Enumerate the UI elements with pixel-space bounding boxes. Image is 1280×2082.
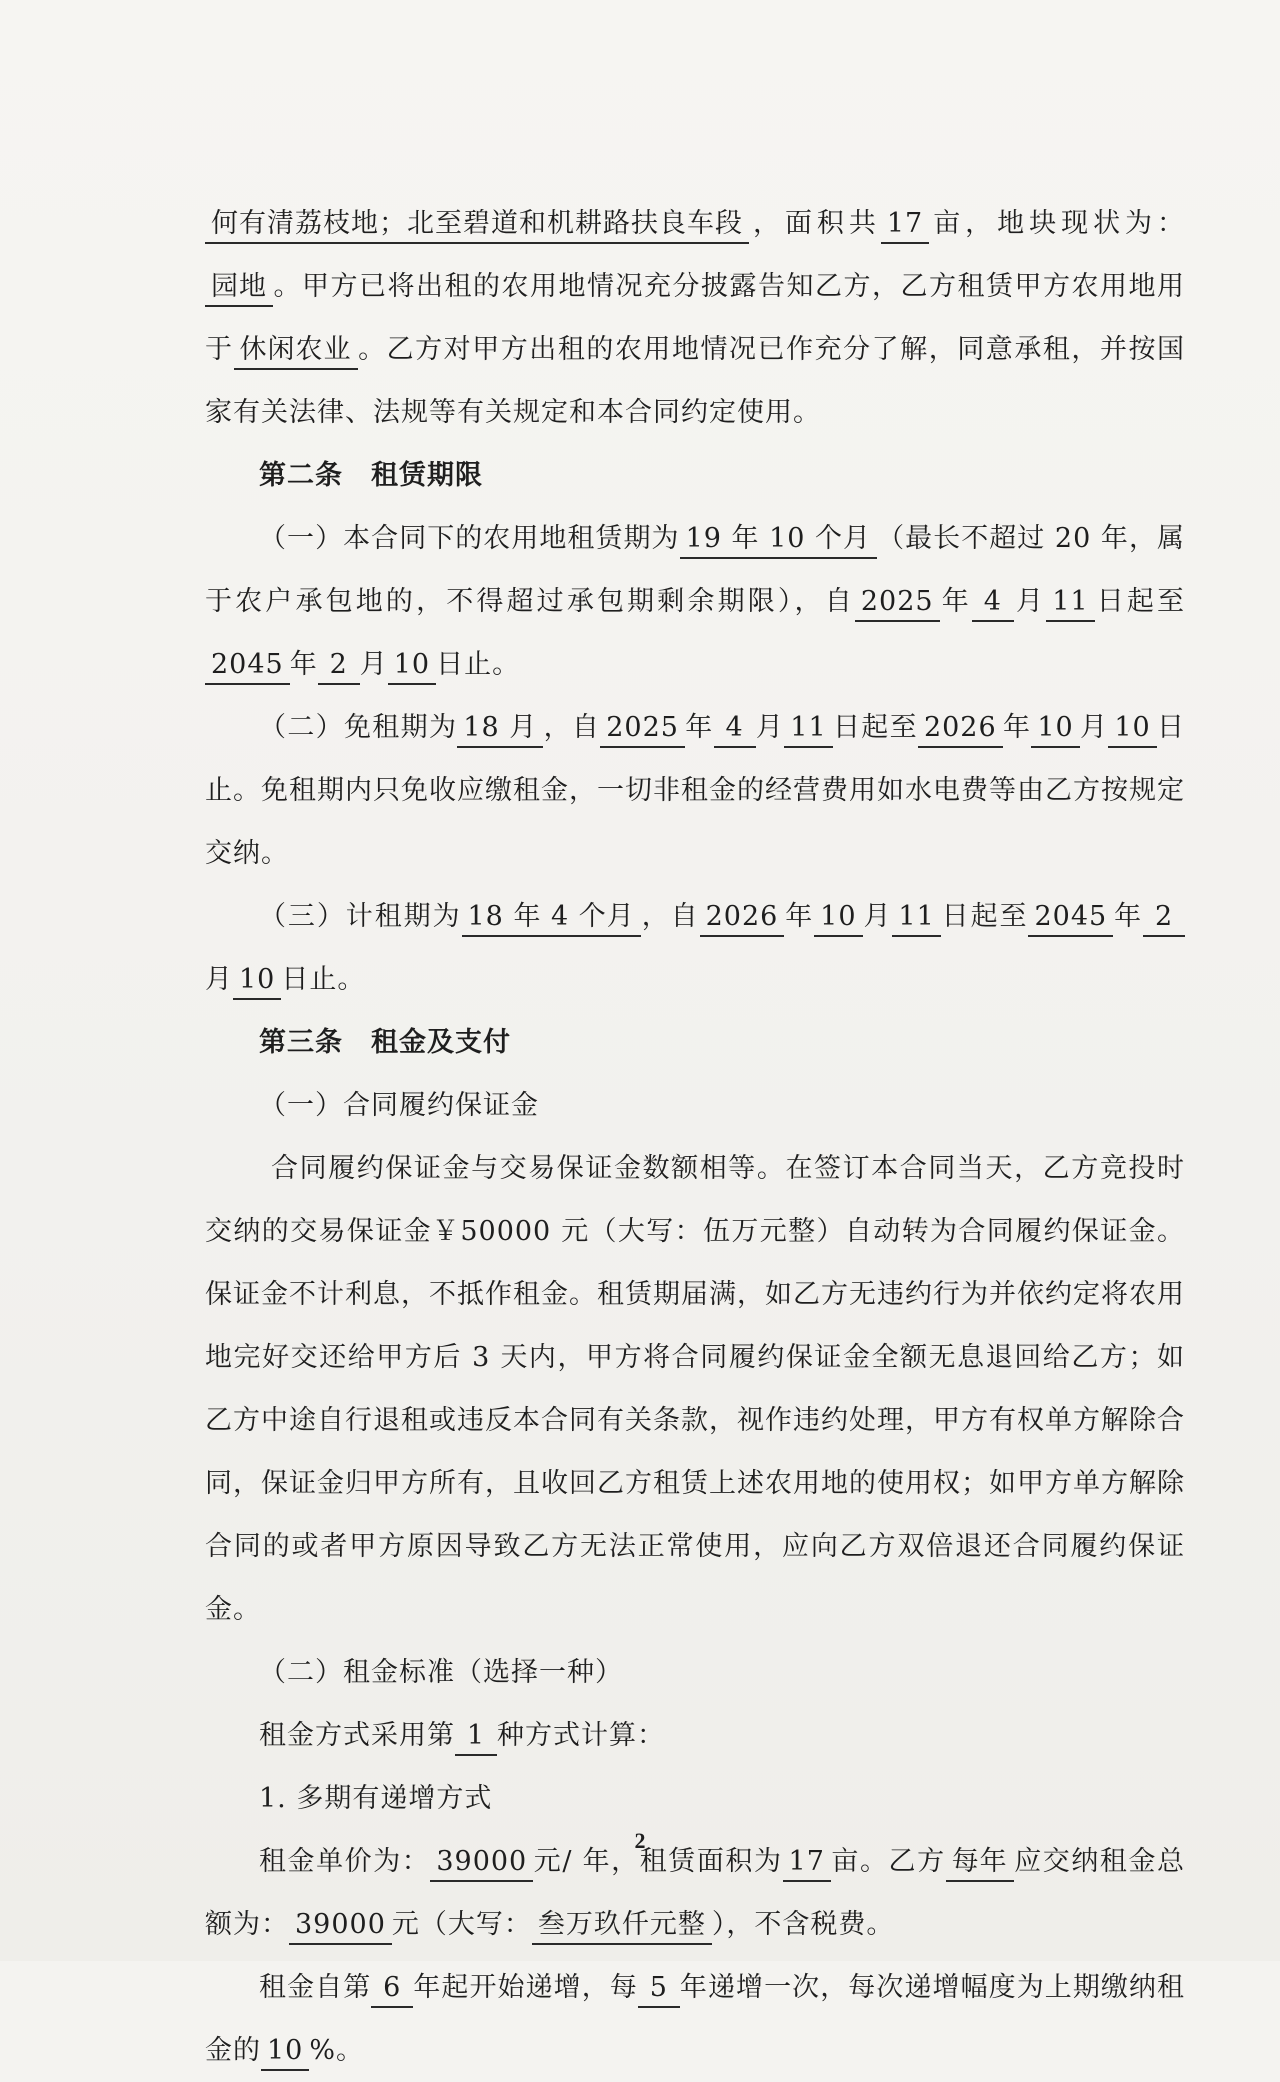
rent-end-day: 10 xyxy=(233,962,281,1000)
rent-unit-price: 39000 xyxy=(430,1844,533,1882)
article-2-title: 第二条 租赁期限 xyxy=(259,460,483,491)
document-body xyxy=(205,192,1185,2082)
lease-term-clause: （一）本合同下的农用地租赁期为 19 年 10 个月 （最长不超过 20 年，属于农户承包地的，不得超过承包期剩余期限），自 2025 年 4 月 11 日起至2045 年 2 月 10 日止。 xyxy=(205,507,1185,696)
rent-start-day: 11 xyxy=(892,899,940,937)
rent-free-end-month: 10 xyxy=(1031,710,1079,748)
rent-method-number: 1 xyxy=(455,1718,497,1756)
paragraph-land-description: 何有清荔枝地；北至碧道和机耕路扶良车段 ，面积共 17 亩，地块现状为：园地 。甲方已将出租的农用地情况充分披露告知乙方，乙方租赁甲方农用地用于 休闲农业 。乙方对甲方出租的农用地情况已作充分了解，同意承租，并按国家有关法律、法规等有关规定和本合同约定使用。 xyxy=(205,208,1186,428)
rent-standard-subtitle: （二）租金标准（选择一种） xyxy=(259,1657,623,1688)
rent-start-month: 10 xyxy=(814,899,862,937)
rent-total: 39000 xyxy=(289,1907,392,1945)
rent-total-upper: 叁万玖仟元整 xyxy=(532,1907,712,1945)
land-status: 园地 xyxy=(205,269,273,307)
rent-method-line: 租金方式采用第 1 种方式计算： xyxy=(205,1704,1185,1767)
lease-start-day: 11 xyxy=(1046,584,1094,622)
rent-end-year: 2045 xyxy=(1028,899,1113,937)
rent-end-month: 2 xyxy=(1143,899,1185,937)
rent-free-clause: （二）免租期为 18 月 ，自 2025 年 4 月 11 日起至 2026 年 10 月 10 日止。免租期内只免收应缴租金，一切非租金的经营费用如水电费等由乙方按规定交纳。 xyxy=(205,712,1186,869)
rent-period: 18 年 4 个月 xyxy=(462,899,641,937)
rent-free-end-day: 10 xyxy=(1108,710,1156,748)
article-3-title: 第三条 租金及支付 xyxy=(259,1027,511,1058)
lease-period: 19 年 10 个月 xyxy=(680,521,877,559)
rent-increase-clause: 租金自第 6 年起开始递增，每 5 年递增一次，每次递增幅度为上期缴纳租金的 10 %。 xyxy=(205,1956,1185,2082)
lease-end-day: 10 xyxy=(388,647,436,685)
increase-interval: 5 xyxy=(638,1970,680,2008)
method-1-title: 1. 多期有递增方式 xyxy=(259,1783,493,1814)
page-number: 2 xyxy=(634,1828,646,1853)
increase-start-year: 6 xyxy=(371,1970,413,2008)
rent-price-clause: 租金单价为： 39000 元/ 年，租赁面积为 17 亩。乙方 每年 应交纳租金总额为： 39000 元（大写： 叁万玖仟元整 ），不含税费。 xyxy=(205,1830,1185,1956)
rent-free-start-year: 2025 xyxy=(600,710,685,748)
rent-area: 17 xyxy=(783,1844,831,1882)
rent-period-clause: （三）计租期为 18 年 4 个月 ，自 2026 年 10 月 11 日起至 2045 年 2月 10 日止。 xyxy=(205,885,1185,1011)
rent-free-start-month: 4 xyxy=(714,710,756,748)
rent-free-period: 18 月 xyxy=(457,710,543,748)
rent-start-year: 2026 xyxy=(700,899,785,937)
rent-free-end-year: 2026 xyxy=(918,710,1003,748)
rent-free-start-day: 11 xyxy=(784,710,832,748)
lease-end-month: 2 xyxy=(318,647,360,685)
lease-start-year: 2025 xyxy=(855,584,940,622)
deposit-subtitle: （一）合同履约保证金 xyxy=(259,1090,539,1121)
boundary-text: 何有清荔枝地；北至碧道和机耕路扶良车段 xyxy=(205,206,749,244)
deposit-clause: 合同履约保证金与交易保证金数额相等。在签订本合同当天，乙方竞投时交纳的交易保证金￥50000 元（大写：伍万元整）自动转为合同履约保证金。保证金不计利息，不抵作租金。租赁期届满，如乙方无违约行为并依约定将农用地完好交还给甲方后 3 天内，甲方将合同履约保证金全额无息退回给乙方；如乙方中途自行退租或违反本合同有关条款，视作违约处理，甲方有权单方解除合同，保证金归甲方所有，且收回乙方租赁上述农用地的使用权；如甲方单方解除合同的或者甲方原因导致乙方无法正常使用，应向乙方双倍退还合同履约保证金。 xyxy=(205,1153,1185,1625)
rent-yearly: 每年 xyxy=(946,1844,1014,1882)
lease-start-month: 4 xyxy=(972,584,1014,622)
land-area: 17 xyxy=(881,206,929,244)
land-use: 休闲农业 xyxy=(234,332,358,370)
increase-rate: 10 xyxy=(261,2033,309,2071)
lease-end-year: 2045 xyxy=(205,647,290,685)
